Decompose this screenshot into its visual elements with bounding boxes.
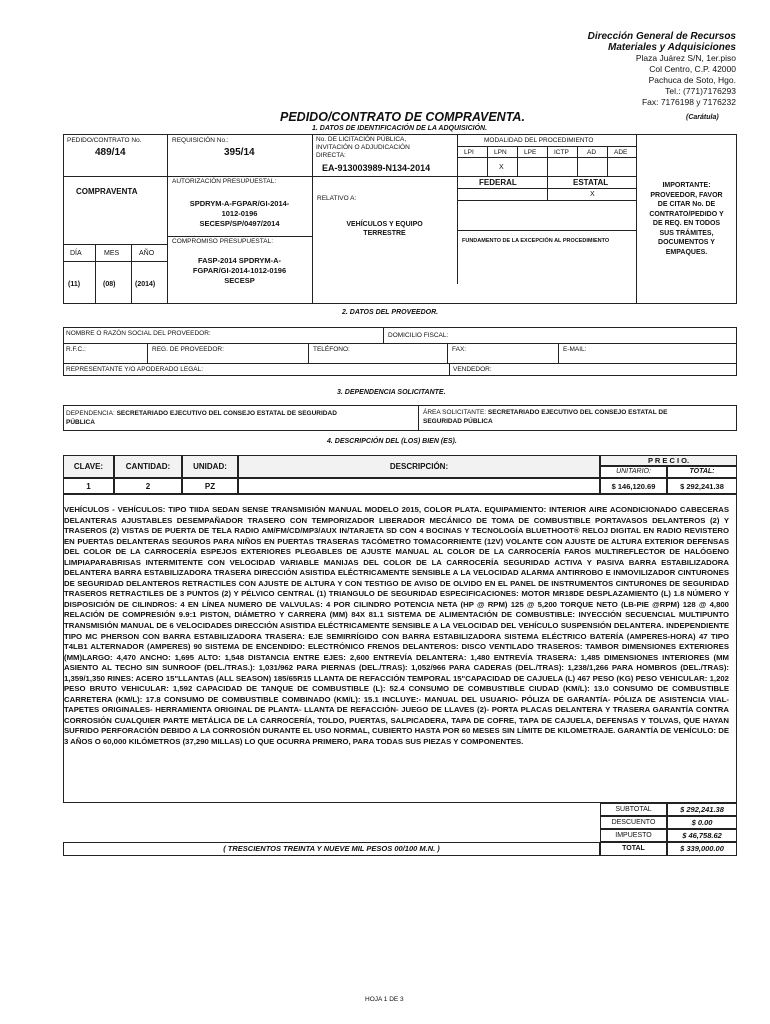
address-line3: Pachuca de Soto, Hgo. — [648, 75, 736, 85]
total-value: $ 339,000.00 — [667, 842, 737, 856]
federal-label: FEDERAL — [479, 178, 517, 187]
anio-label: AÑO — [139, 250, 155, 257]
pedido-label: PEDIDO/CONTRATO No. — [67, 137, 142, 144]
licitacion-number: EA-913003989-N134-2014 — [322, 163, 431, 173]
dia-value: (11) — [68, 281, 81, 288]
address-line2: Col Centro, C.P. 42000 — [649, 64, 736, 74]
clave-header: CLAVE: — [63, 455, 114, 478]
org-header — [588, 31, 736, 108]
mod-lpi: LPI — [464, 149, 474, 156]
importante-note: IMPORTANTE: PROVEEDOR, FAVOR DE CITAR No. DE CONTRATO/PEDIDO Y DE REQ. EN TODOS SUS TRÁMITES, DOCUMENTOS Y EMPAQUES. — [649, 182, 724, 256]
section-2-title: 2. DATOS DEL PROVEEDOR. — [342, 309, 439, 316]
mod-lpe: LPE — [524, 149, 537, 156]
document-title: PEDIDO/CONTRATO DE COMPRAVENTA. — [280, 110, 525, 124]
nombre-label: NOMBRE O RAZÓN SOCIAL DEL PROVEEDOR: — [66, 330, 211, 337]
subtotal-value: $ 292,241.38 — [667, 803, 737, 816]
tipo-contrato: COMPRAVENTA — [76, 187, 138, 196]
subtotal-label: SUBTOTAL — [600, 803, 667, 816]
impuesto-label: IMPUESTO — [600, 829, 667, 842]
estatal-mark: X — [590, 191, 595, 198]
impuesto-value: $ 46,758.62 — [667, 829, 737, 842]
phone: Tel.: (771)7176293 — [665, 86, 736, 96]
address-line1: Plaza Juárez S/N, 1er.piso — [635, 53, 736, 63]
mod-lpn: LPN — [494, 149, 507, 156]
licitacion-label: No. DE LICITACIÓN PÚBLICA, INVITACIÓN O ADJUDICACIÓN DIRECTA: — [316, 136, 410, 159]
modalidad-label: MODALIDAD DEL PROCEDIMIENTO — [484, 137, 594, 144]
item-unitario: $ 146,120.69 — [600, 478, 667, 494]
unitario-header: UNITARIO: — [600, 466, 667, 478]
total-label: TOTAL — [600, 842, 667, 856]
anio-value: (2014) — [135, 281, 156, 288]
compromiso-label: COMPROMISO PRESUPUESTAL: — [172, 238, 274, 245]
mod-ade: ADE — [614, 149, 628, 156]
section-1-title: 1. DATOS DE IDENTIFICACIÓN DE LA ADQUISICIÓN. — [312, 125, 488, 132]
relativo-label: RELATIVO A: — [317, 195, 357, 202]
dia-label: DÍA — [70, 250, 82, 257]
mod-ictp: ICTP — [554, 149, 569, 156]
telefono-label: TELÉFONO: — [313, 346, 350, 353]
total-letra: ( TRESCIENTOS TREINTA Y NUEVE MIL PESOS 00/100 M.N. ) — [63, 842, 600, 856]
email-label: E-MAIL: — [563, 346, 587, 353]
mes-value: (08) — [103, 281, 116, 288]
fax: Fax: 7176198 y 7176232 — [641, 97, 736, 107]
org-line2: Materiales y Adquisiciones — [607, 42, 736, 53]
item-cantidad: 2 — [114, 478, 182, 494]
item-description: VEHÍCULOS - VEHÍCULOS: TIPO TIIDA SEDAN SENSE TRANSMISIÓN MANUAL MODELO 2015, COLOR PLATA. EQUIPAMIENTO: INTERIOR AIRE ACONDICIONADO CABECERAS DELANTERAS AJUSTABLES DESEMPAÑADOR TRASERO CON TEMPORIZADOR LIBERADOR MECÁNICO DE TOMA DE COMBUSTIBLE PORTAVASOS DELANTEROS (2) Y TRASEROS (2) VISTAS DE PUERTA DE TELA RADIO AM/FM/CD/MP3/AUX IN/TARJETA SD CON 4 BOCINAS Y TECNOLOGÍA BLUETHOOT® RELOJ DIGITAL EN RADIO REVISTERO EN PUERTAS DELANTERAS SEGUROS PARA NIÑOS EN PUERTAS TRASERAS TACÓMETRO TOMACORRIENTE (12V) VOLANTE CON AJUSTE DE ALTURA EXTERIOR DEFENSAS DEL COLOR DE LA CARROCERÍA ESPEJOS EXTERIORES PLEGABLES DE AJUSTE MANUAL AL COLOR DE LA CARROCERÍA FAROS MULTIREFLECTOR DE HALÓGENO LIMPIAPARABRISAS INTERMITENTE CON VELOCIDAD VARIABLE MANIJAS DEL COLOR DE LA CARROCERÍA SEGURIDAD ACTIVA Y PASIVA BARRA ESTABILIZADORA DELANTERA BARRA ESTABILIZADORA TRASERA DIRECCIÓN ASISTIDA ELÉCTRICAMENTE SENSIBLE A LA VELOCIDAD ALARMA ANTIRROBO E INMOVILIZADOR CINTURONES DE SEGURIDAD DELANTEROS RETRACTILES CON AJUSTE DE ALTURA Y CON TESTIGO DE AVISO DE OLVIDO EN EL PANEL DE INSTRUMENTOS CINTURONES DE SEGURIDAD TRASEROS RETRACTILES DE 3 PUNTOS (2) Y PÉLVICO CENTRAL (1) TRIANGULO DE SEGURIDAD ESPECIFICACIONES: MOTOR MR18DE DESPLAZAMIENTO (L) 1.8 NÚMERO Y DISPOSICIÓN DE CILINDROS: 4 EN LÍNEA NUMERO DE VALVULAS: 4 POR CILINDRO POTENCIA NETA (HP @ RPM) 125 @ 5,200 TORQUE NETO (LB-PIE @RPM) 128 @ 4,800 RELACIÓN DE COMPRESIÓN 9.9:1 PISTON, DIÁMETRO Y CARRERA (MM) 84X 81.1 SISTEMA DE ALIMENTACIÓN DE COMBUSTIBLE: INYECCIÓN SECUENCIAL MULTIPUNTO TRANSMISIÓN MANUAL DE 6 VELOCIDADES DIRECCIÓN ASISTIDA ELÉCTRICAMENTE SENSIBLE A LA VELOCIDAD DEL VEHÍCULO SUSPENSIÓN DELANTERA. INDEPENDIENTE TIPO MC PHERSON CON BARRA ESTABILIZADORA TRASERA: EJE SEMIRRÍGIDO CON BARRA ESTABILIZADORA SISTEMA ELÉCTRICO BATERÍA (AMPERES-HORA) 47 TIPO T4LB1 ALTERNADOR (AMPERES) 90 SISTEMA DE ENCENDIDO: ELECTRÓNICO FRENOS DELANTEROS: DISCO VENTILADO TRASEROS: TAMBOR DIMENSIONES EXTERIORES (MM)LARGO: 4,470 ANCHO: 1,695 ALTO: 1,548 DISTANCIA ENTRE EJES: 2,600 ENTREVÍA DELANTERA: 1,480 ENTREVÍA TRASERA: 1,485 DIMENSIONES INTERIORES (MM ASIENTO AL TECHO SIN SUNROOF (DEL./TRAS.): 1,031/962 PARA PIERNAS (DEL./TRAS): 1,052/966 PARA CADERAS (DEL./TRAS): 1,238/1,266 PARA HOMBROS (DEL./TRAS): 1,359/1,350 RINES: ACERO 15"LLANTAS (ALL SEASON) 185/65R15 LLANTA DE REFACCIÓN TEMPORAL 15"CAPACIDAD DE CAJUELA (L) 467 PESO (KG) PESO VEHICULAR: 1,202 PESO BRUTO VEHICULAR: 1,592 CAPACIDAD DE TANQUE DE COMBUSTIBLE (L): 52.4 CONSUMO DE COMBUSTIBLE CIUDAD (KM/L): 13.0 CONSUMO DE COMBUSTIBLE CARRETERA (KM/L): 17.8 CONSUMO DE COMBUSTIBLE COMBINADO (KM/L): 15.1 INCLUYE:- MANUAL DEL USUARIO- PÓLIZA DE GARANTÍA- PÓLIZA DE ASISTENCIA VIAL- TAPETES ORIGINALES- HERRAMIENTA ORIGINAL DE PLANTA- LLANTA DE REFACCIÓN- JUEGO DE LLAVES (2)- PORTA PLACAS DELANTERA Y TRASERA GARANTÍA CONTRA CORROSIÓN CUALQUIER PARTE METÁLICA DE LA CARROCERÍA, TOLDO, PUERTAS, SALPICADERA, TAPA DE COFRE, TAPA DE CAJUELA, DEFENSAS Y TOLVAS, QUE HAYAN SUFRIDO PERFORACIÓN DEBIDO A LA CORROSIÓN DURANTE EL USO NORMAL, CUBIERTO HASTA POR 60 MESES SIN LÍMITE DE KILOMETRAJE. GARANTÍA DE VEHÍCULO: DE 3 AÑOS O 60,000 KILÓMETROS (37,290 MILLAS) LO QUE OCURRA PRIMERO, PARA TODAS SUS PIEZAS Y COMPONENTES. — [64, 505, 729, 747]
total-header: TOTAL: — [667, 466, 737, 478]
reg-proveedor-label: REG. DE PROVEEDOR: — [152, 346, 224, 353]
fax-label: FAX: — [452, 346, 467, 353]
requisicion-label: REQUISICIÓN No.: — [172, 137, 229, 144]
representante-label: REPRESENTANTE Y/O APODERADO LEGAL: — [66, 366, 204, 373]
dependencia-field: DEPENDENCIA: SECRETARIADO EJECUTIVO DEL CONSEJO ESTATAL DE SEGURIDAD PÚBLICA — [66, 410, 337, 426]
relativo-value: VEHÍCULOS Y EQUIPO TERRESTRE — [346, 221, 423, 237]
vendedor-label: VENDEDOR: — [453, 366, 492, 373]
autorizacion-label: AUTORIZACIÓN PRESUPUESTAL: — [172, 178, 277, 185]
compromiso-value: FASP-2014 SPDRYM-A- FGPAR/GI-2014-1012-0196 SECESP — [192, 256, 287, 285]
requisicion-number: 395/14 — [224, 147, 255, 158]
item-unidad: PZ — [182, 478, 238, 494]
item-clave: 1 — [63, 478, 114, 494]
page-indicator: HOJA 1 DE 3 — [365, 996, 404, 1003]
rfc-label: R.F.C.: — [66, 346, 86, 353]
estatal-label: ESTATAL — [573, 178, 609, 187]
domicilio-label: DOMICILIO FISCAL: — [388, 332, 449, 339]
mod-ad: AD — [587, 149, 597, 156]
cantidad-header: CANTIDAD: — [114, 455, 182, 478]
item-total: $ 292,241.38 — [667, 478, 737, 494]
fundamento-label: FUNDAMENTO DE LA EXCEPCIÓN AL PROCEDIMIENTO — [462, 238, 610, 244]
unidad-header: UNIDAD: — [182, 455, 238, 478]
pedido-number: 489/14 — [95, 147, 126, 158]
mes-label: MES — [104, 250, 120, 257]
area-solicitante-field: ÁREA SOLICITANTE: SECRETARIADO EJECUTIVO DEL CONSEJO ESTATAL DE SEGURIDAD PÚBLICA — [423, 409, 668, 425]
autorizacion-value: SPDRYM-A-FGPAR/GI-2014- 1012-0196 SECESP/SP/0497/2014 — [189, 199, 290, 228]
descripcion-header: DESCRIPCIÓN: — [238, 455, 600, 478]
org-line1: Dirección General de Recursos — [587, 31, 736, 42]
section-4-title: 4. DESCRIPCIÓN DEL (LOS) BIEN (ES). — [327, 438, 457, 445]
descuento-label: DESCUENTO — [600, 816, 667, 829]
section-3-title: 3. DEPENDENCIA SOLICITANTE. — [337, 389, 446, 396]
mod-lpn-mark: X — [499, 164, 504, 171]
item-descripcion-cell — [238, 478, 600, 494]
caratula-label: (Carátula) — [686, 114, 719, 121]
descuento-value: $ 0.00 — [667, 816, 737, 829]
precio-header: P R E C I O. — [600, 455, 737, 466]
